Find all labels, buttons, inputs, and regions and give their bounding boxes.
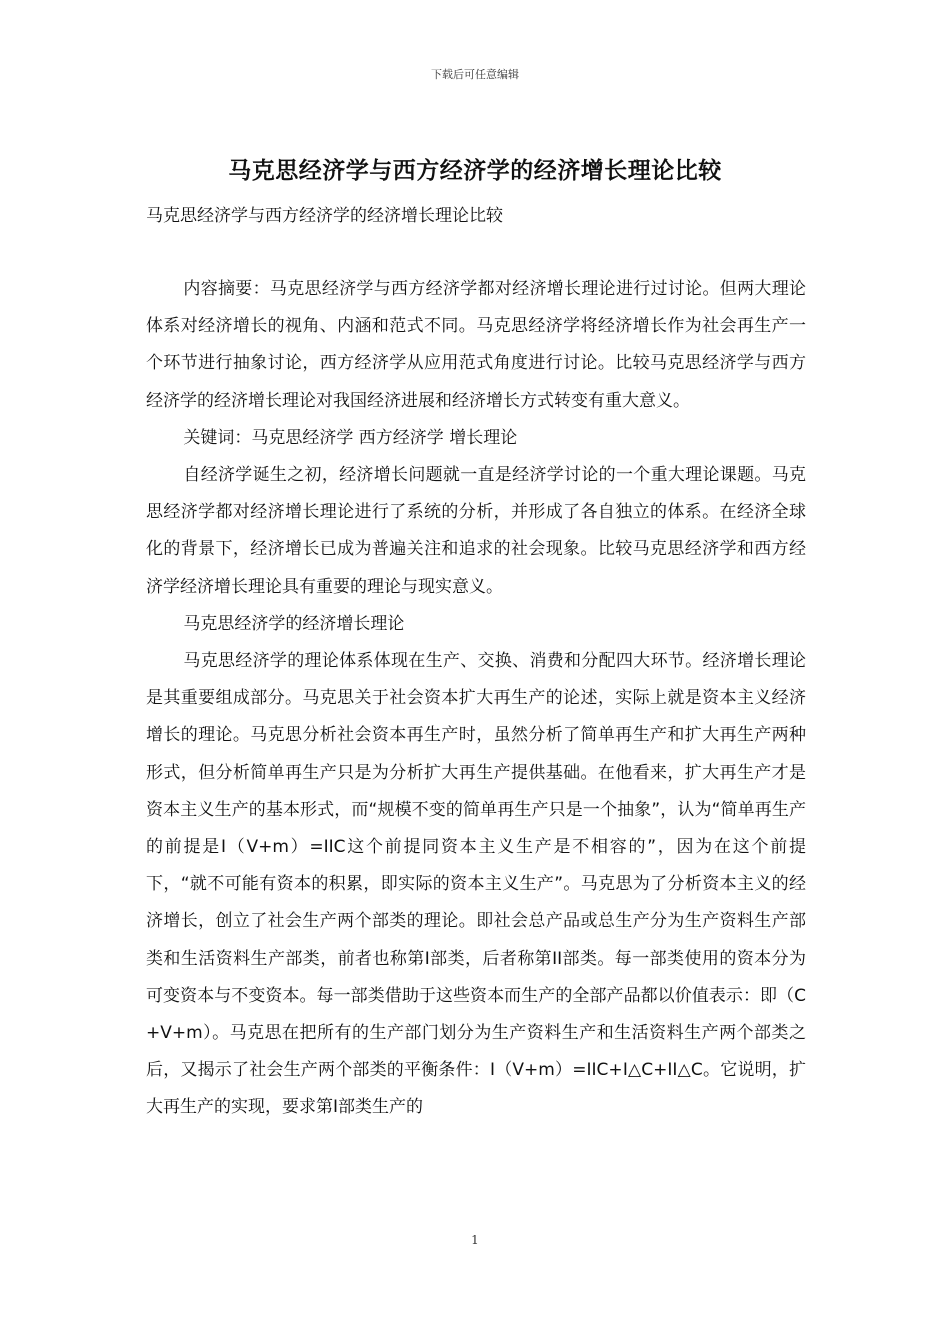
- keywords-paragraph: 关键词：马克思经济学 西方经济学 增长理论: [183, 427, 518, 448]
- header-note: 下载后可任意编辑: [431, 68, 519, 81]
- section-heading: 马克思经济学的经济增长理论: [183, 613, 405, 634]
- page-number: 1: [471, 1233, 479, 1247]
- document-subtitle: 马克思经济学与西方经济学的经济增长理论比较: [146, 206, 503, 226]
- body-paragraph: 马克思经济学的理论体系体现在生产、交换、消费和分配四大环节。经济增长理论是其重要组成部分。马克思关于社会资本扩大再生产的论述，实际上就是资本主义经济增长的理论。马克思分析社会资本再生产时，虽然分析了简单再生产和扩大再生产两种形式，但分析简单再生产只是为分析扩大再生产提供基础。在他看来，扩大再生产才是资本主义生产的基本形式，而“规模不变的简单再生产只是一个抽象”，认为“简单再生产的前提是Ⅰ（V+m）=IIC这个前提同资本主义生产是不相容的”，因为在这个前提下，“就不可能有资本的积累，即实际的资本主义生产”。马克思为了分析资本主义的经济增长，创立了社会生产两个部类的理论。即社会总产品或总生产分为生产资料生产部类和生活资料生产部类，前者也称第Ⅰ部类，后者称第II部类。每一部类使用的资本分为可变资本与不变资本。每一部类借助于这些资本而生产的全部产品都以价值表示：即（C+V+m）。马克思在把所有的生产部门划分为生产资料生产和生活资料生产两个部类之后，又揭示了社会生产两个部类的平衡条件：Ⅰ（V+m）=IIC+Ⅰ△C+II△C。它说明，扩大再生产的实现，要求第Ⅰ部类生产的: [146, 651, 806, 1118]
- document-title: 马克思经济学与西方经济学的经济增长理论比较: [228, 158, 722, 184]
- abstract-paragraph: 内容摘要：马克思经济学与西方经济学都对经济增长理论进行过讨论。但两大理论体系对经济增长的视角、内涵和范式不同。马克思经济学将经济增长作为社会再生产一个环节进行抽象讨论，西方经济学从应用范式角度进行讨论。比较马克思经济学与西方经济学的经济增长理论对我国经济进展和经济增长方式转变有重大意义。: [146, 279, 806, 411]
- intro-paragraph: 自经济学诞生之初，经济增长问题就一直是经济学讨论的一个重大理论课题。马克思经济学都对经济增长理论进行了系统的分析，并形成了各自独立的体系。在经济全球化的背景下，经济增长已成为普遍关注和追求的社会现象。比较马克思经济学和西方经济学经济增长理论具有重要的理论与现实意义。: [146, 465, 806, 597]
- document-body: [146, 271, 806, 1127]
